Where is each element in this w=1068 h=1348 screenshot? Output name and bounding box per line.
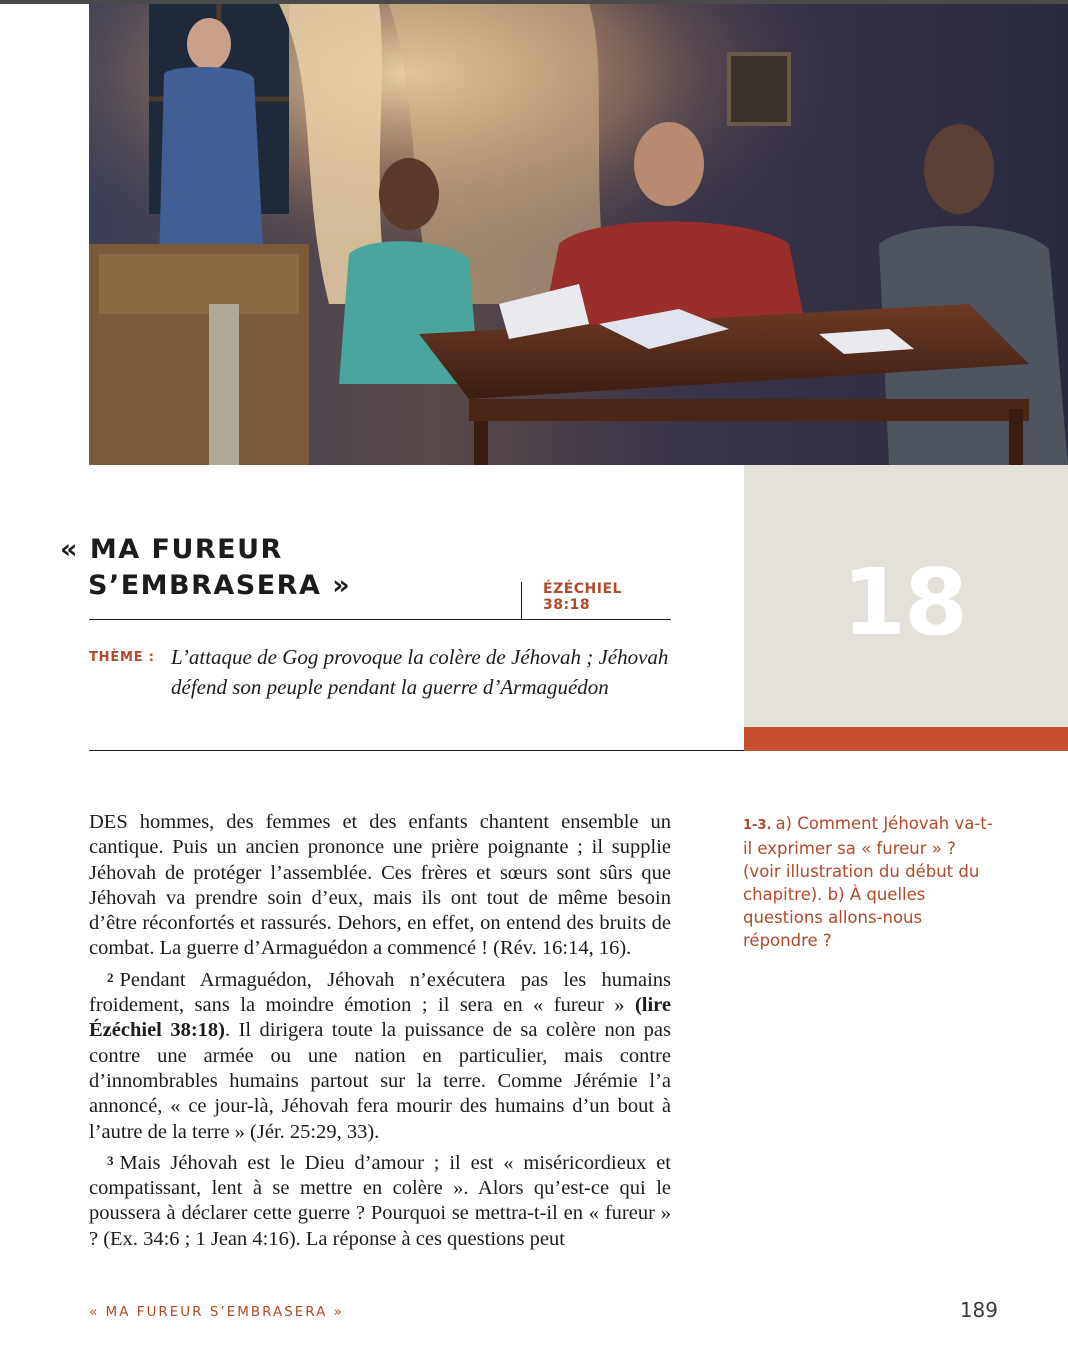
chapter-accent-bar bbox=[744, 727, 1068, 751]
paragraph-2-text-after: . Il dirigera toute la puissance de sa colère non pas contre une armée ou une nation en particulier, mais contre d’innombrables humains partout sur la terre. Comme Jérémie l’a annoncé, « ce jour-là, Jéhovah fera mourir des humains d’un bout à l’autre de la terre » (Jér. 25:29, 33). bbox=[89, 1019, 672, 1143]
theme-label: THÈME : bbox=[89, 650, 155, 665]
chapter-illustration bbox=[89, 4, 1068, 465]
paragraph-2 bbox=[89, 965, 671, 1145]
paragraph-3-text: Mais Jéhovah est le Dieu d’amour ; il est « miséricordieux et compatissant, lent à se mettre en colère ». Alors qu’est-ce qui le poussera à déclarer cette guerre ? Pourquoi se mettra-t-il en « fureur » ? (Ex. 34:6 ; 1 Jean 4:16). La réponse à ces questions peut bbox=[89, 1151, 671, 1250]
footer-running-title: « MA FUREUR S’EMBRASERA » bbox=[89, 1304, 344, 1320]
scripture-divider bbox=[521, 582, 522, 620]
study-question-number: 1-3. bbox=[743, 818, 772, 833]
title-rule bbox=[89, 619, 671, 620]
paragraph-3 bbox=[89, 1148, 671, 1252]
chapter-title bbox=[60, 532, 500, 604]
theme-text: L’attaque de Gog provoque la colère de Jéhovah ; Jéhovah défend son peuple pendant la guerre d’Armaguédon bbox=[171, 645, 669, 699]
chapter-number: 18 bbox=[841, 549, 967, 656]
paragraph-number: 2 bbox=[107, 969, 114, 985]
chapter-title-line-1: « MA FUREUR bbox=[60, 534, 283, 565]
read-scripture-link: (lire Ézéchiel 38:18) bbox=[89, 994, 671, 1042]
study-question-text: a) Comment Jéhovah va-t-il exprimer sa « fureur » ? (voir illustration du début du chapitre). b) À quelles questions allons-nous répondre ? bbox=[743, 814, 993, 950]
paragraph-number: 3 bbox=[107, 1152, 114, 1168]
theme-rule bbox=[89, 750, 744, 751]
paragraph-1-text: DES hommes, des femmes et des enfants chantent ensemble un cantique. Puis un ancien prononce une prière poignante ; il supplie Jéhovah de protéger l’assemblée. Ces frères et sœurs sont sûrs que Jéhovah va prendre soin d’eux, mais ils ont tout de même besoin d’être réconfortés et rassurés. Dehors, en effet, on entend des bruits de combat. La guerre d’Armaguédon a commencé ! (Rév. 16:14, 16). bbox=[89, 811, 671, 960]
article-body bbox=[89, 810, 671, 1255]
chapter-title-line-2: S’EMBRASERA » bbox=[88, 570, 352, 601]
paragraph-2-text-before: Pendant Armaguédon, Jéhovah n’exécutera pas les humains froidement, sans la moindre émotion ; il sera en « fureur » bbox=[89, 968, 671, 1017]
page-number: 189 bbox=[959, 1298, 998, 1322]
chapter-number-box bbox=[744, 465, 1068, 727]
theme-scripture-reference: ÉZÉCHIEL 38:18 bbox=[543, 581, 622, 613]
study-question bbox=[743, 812, 993, 952]
paragraph-1 bbox=[89, 810, 671, 962]
